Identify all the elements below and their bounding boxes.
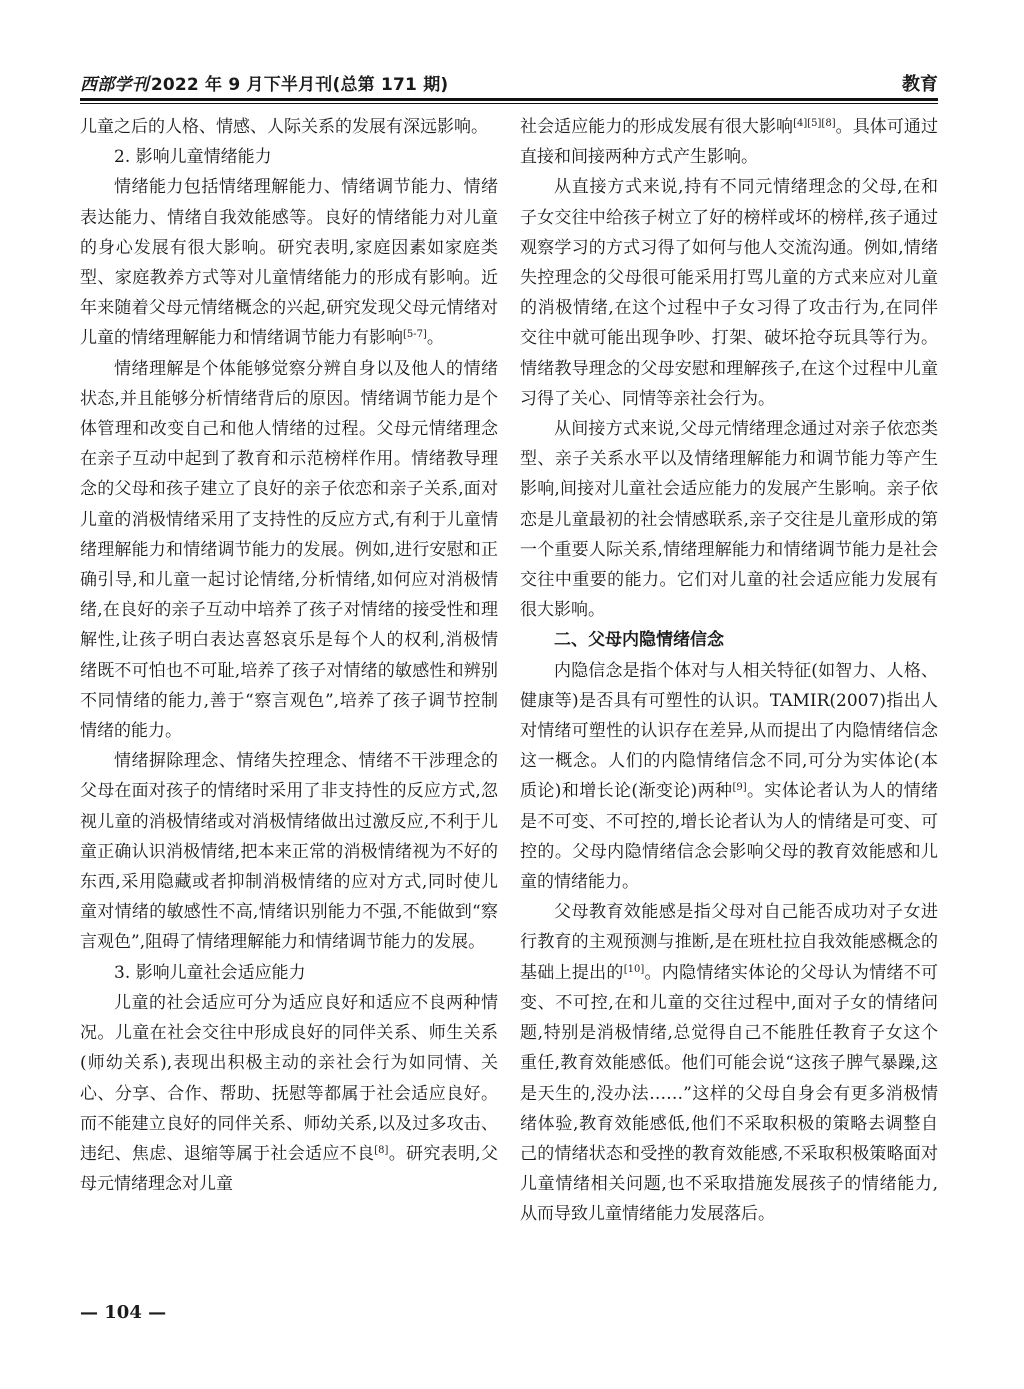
paragraph (520, 656, 938, 898)
paragraph-text: 父母教育效能感是指父母对自己能否成功对子女进行教育的主观预测与推断,是在班杜拉自我效能感概念的基础上提出的 (520, 902, 938, 983)
citation-ref: [10] (623, 963, 645, 975)
paragraph-text: 儿童之后的人格、情感、人际关系的发展有深远影响。 (80, 117, 488, 137)
paragraph (80, 988, 498, 1199)
paragraph-text: 情绪理解是个体能够觉察分辨自身以及他人的情绪状态,并且能够分析情绪背后的原因。情绪调节能力是个体管理和改变自己和他人情绪的过程。父母元情绪理念在亲子互动中起到了教育和示范榜样作用。情绪教导理念的父母和孩子建立了良好的亲子依恋和亲子关系,面对儿童的消极情绪采用了支持性的反应方式,有利于儿童情绪理解能力和情绪调节能力的发展。例如,进行安慰和正确引导,和儿童一起讨论情绪,分析情绪,如何应对消极情绪,在良好的亲子互动中培养了孩子对情绪的接受性和理解性,让孩子明白表达喜怒哀乐是每个人的权利,消极情绪既不可怕也不可耻,培养了孩子对情绪的敏感性和辨别不同情绪的能力,善于“察言观色”,培养了孩子调节控制情绪的能力。 (80, 358, 498, 742)
paragraph-text-after: 。实体论者认为人的情绪是不可变、不可控的,增长论者认为人的情绪是可变、可控的。父母内隐情绪信念会影响父母的教育效能感和儿童的情绪能力。 (520, 781, 938, 893)
paragraph (520, 414, 938, 625)
issue-info: 2022 年 9 月下半月刊(总第 171 期) (150, 75, 449, 95)
paragraph-text-after: 。 (426, 328, 444, 349)
paragraph (80, 746, 498, 957)
paragraph (520, 172, 938, 414)
paragraph-text: 内隐信念是指个体对与人相关特征(如智力、人格、健康等)是否具有可塑性的认识。TAMIR(2007)指出人对情绪可塑性的认识存在差异,从而提出了内隐情绪信念这一概念。人们的内隐情绪信念不同,可分为实体论(本质论)和增长论(渐变论)两种 (520, 660, 938, 802)
paragraph-text: 2. 影响儿童情绪能力 (114, 147, 272, 168)
citation-ref: [5-7] (403, 329, 427, 341)
paragraph (80, 112, 498, 142)
running-header (80, 66, 938, 98)
subsection-heading (80, 142, 498, 172)
paragraph-text-after: 。内隐情绪实体论的父母认为情绪不可变、不可控,在和儿童的交往过程中,面对子女的情绪问题,特别是消极情绪,总觉得自己不能胜任教育子女这个重任,教育效能感低。他们可能会说“这孩子脾气暴躁,这是天生的,没办法……”这样的父母自身会有更多消极情绪体验,教育效能感低,他们不采取积极的策略去调整自己的情绪状态和受挫的教育效能感,不采取积极策略面对儿童情绪相关问题,也不采取措施发展孩子的情绪能力,从而导致儿童情绪能力发展落后。 (520, 962, 938, 1225)
section-heading (520, 625, 938, 655)
subsection-heading (80, 958, 498, 988)
paragraph-text: 从间接方式来说,父母元情绪理念通过对亲子依恋类型、亲子关系水平以及情绪理解能力和调节能力等产生影响,间接对儿童社会适应能力的发展产生影响。亲子依恋是儿童最初的社会情感联系,亲子交往是儿童形成的第一个重要人际关系,情绪理解能力和情绪调节能力是社会交往中重要的能力。它们对儿童的社会适应能力发展有很大影响。 (520, 419, 938, 621)
paragraph-text: 3. 影响儿童社会适应能力 (114, 962, 306, 983)
paragraph-text: 情绪摒除理念、情绪失控理念、情绪不干涉理念的父母在面对孩子的情绪时采用了非支持性的反应方式,忽视儿童的消极情绪或对消极情绪做出过激反应,不利于儿童正确认识消极情绪,把本来正常的消极情绪视为不好的东西,采用隐藏或者抑制消极情绪的应对方式,同时使儿童对情绪的敏感性不高,情绪识别能力不强,不能做到“察言观色”,阻碍了情绪理解能力和情绪调节能力的发展。 (80, 751, 498, 953)
citation-ref: [8] (374, 1144, 389, 1156)
header-rule (80, 98, 938, 104)
paragraph (520, 112, 938, 172)
paragraph-text: 二、父母内隐情绪信念 (554, 630, 724, 651)
paragraph-text: 情绪能力包括情绪理解能力、情绪调节能力、情绪表达能力、情绪自我效能感等。良好的情绪能力对儿童的身心发展有很大影响。研究表明,家庭因素如家庭类型、家庭教养方式等对儿童情绪能力的形成有影响。近年来随着父母元情绪概念的兴起,研究发现父母元情绪对儿童的情绪理解能力和情绪调节能力有影响 (80, 177, 498, 349)
citation-ref: [4][5][8] (793, 118, 836, 129)
section-label: 教育 (902, 74, 938, 95)
journal-issue-line (80, 70, 448, 95)
left-column (80, 112, 498, 1199)
citation-ref: [9] (732, 782, 747, 794)
paragraph-text: 从直接方式来说,持有不同元情绪理念的父母,在和子女交往中给孩子树立了好的榜样或坏的榜样,孩子通过观察学习的方式习得了如何与他人交流沟通。例如,情绪失控理念的父母很可能采用打骂儿童的方式来应对儿童的消极情绪,在这个过程中子女习得了攻击行为,在同伴交往中就可能出现争吵、打架、破坏抢夺玩具等行为。情绪教导理念的父母安慰和理解孩子,在这个过程中儿童习得了关心、同情等亲社会行为。 (520, 177, 938, 409)
right-column (520, 112, 938, 1230)
paragraph (520, 897, 938, 1229)
paragraph-text-after: 。研究表明,父母元情绪理念对儿童 (80, 1143, 499, 1195)
page-number: — 104 — (80, 1302, 167, 1323)
paragraph (80, 354, 498, 747)
paragraph (80, 172, 498, 353)
journal-logo: 西部学刊 (80, 75, 149, 95)
paragraph-text: 儿童的社会适应可分为适应良好和适应不良两种情况。儿童在社会交往中形成良好的同伴关系、师生关系(师幼关系),表现出积极主动的亲社会行为如同情、关心、分享、合作、帮助、抚慰等都属于社会适应良好。而不能建立良好的同伴关系、师幼关系,以及过多攻击、违纪、焦虑、退缩等属于社会适应不良 (80, 992, 498, 1164)
paragraph-text: 社会适应能力的形成发展有很大影响 (520, 117, 794, 137)
paragraph-text-after: 。具体可通过直接和间接两种方式产生影响。 (520, 117, 939, 168)
